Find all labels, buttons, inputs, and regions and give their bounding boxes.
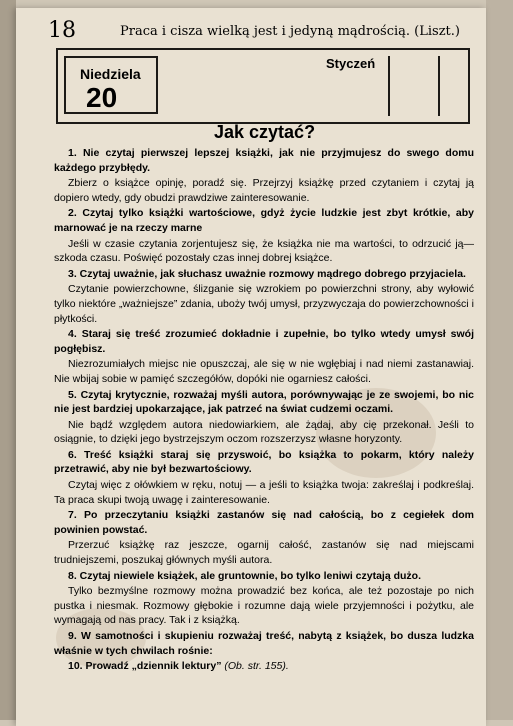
explanation-paragraph <box>54 357 474 386</box>
paragraph-text: 10. Prowadź „dziennik lektury” <box>68 660 222 673</box>
box-divider <box>388 56 390 116</box>
rule-paragraph <box>54 508 474 537</box>
paragraph-text: Przerzuć książkę raz jeszcze, ogarnij całość, zastanów się nad miejscami trudniejszemi, poszukaj głównych myśli autora. <box>54 539 474 567</box>
article-title: Jak czytać? <box>214 122 316 142</box>
paragraph-text: 1. Nie czytaj pierwszej lepszej książki, jak nie przyjmujesz do swego domu każdego przybłędy. <box>54 147 474 174</box>
box-divider <box>438 56 440 116</box>
paragraph-text: Czytaj więc z ołówkiem w ręku, notuj — a jeśli to książka twoja: zakreślaj i podkreślaj. Ta praca skupi twoją uwagę i zainteresowanie. <box>54 479 474 506</box>
running-head-quote: Praca i cisza wielką jest i jedyną mądrością. (Liszt.) <box>120 24 460 39</box>
paragraph-text: Niezrozumiałych miejsc nie opuszczaj, ale się w nie wgłębiaj i nad niemi zastanawiaj. Nie wbijaj sobie w pamięć szczegółów, dopóki nie ogarniesz całości. <box>54 358 474 385</box>
rule-paragraph <box>54 146 474 175</box>
paragraph-text: 4. Staraj się treść zrozumieć dokładnie i zupełnie, bo tylko wtedy umysł swój pogłębisz. <box>54 328 474 355</box>
paragraph-text: 9. W samotności i skupieniu rozważaj treść, nabytą z książek, bo dusza ludzka właśnie w tych chwilach rośnie: <box>54 630 474 657</box>
paragraph-text: Jeśli w czasie czytania zorjentujesz się, że książka nie ma wartości, to odrzucić ją—szkoda czasu. Poświęć pozostały czas innej dobrej książce. <box>54 237 474 265</box>
explanation-paragraph <box>54 237 474 266</box>
paragraph-text: 8. Czytaj niewiele książek, ale gruntownie, bo tylko leniwi czytają dużo. <box>68 569 422 582</box>
paragraph-text: Nie bądź względem autora niedowiarkiem, ale żądaj, aby cię przekonał. Jeśli to osiągnie, to dzięki jego bystrzejszym oczom rozszerzysz własne horyzonty. <box>54 418 474 446</box>
explanation-paragraph <box>54 176 474 205</box>
paragraph-text: Czytanie powierzchowne, ślizganie się wzrokiem po powierzchni strony, aby wyłowić tylko niektóre „ważniejsze” zdania, uboży twój umysł, przyzwyczaja do powierzchowności i płytkości. <box>54 283 474 325</box>
page-reference: (Ob. str. 155). <box>224 660 289 673</box>
rule-paragraph <box>54 569 474 584</box>
rule-paragraph <box>54 327 474 356</box>
explanation-paragraph <box>54 418 474 447</box>
date-box <box>56 48 470 124</box>
paragraph-text: 7. Po przeczytaniu książki zastanów się nad całością, bo z cegiełek dom powinien powstać. <box>54 509 474 536</box>
page-number: 18 <box>48 18 76 43</box>
explanation-paragraph <box>54 538 474 567</box>
paragraph-text: 2. Czytaj tylko książki wartościowe, gdyż życie ludzkie jest zbyt krótkie, aby marnować je na rzeczy marne <box>54 207 474 234</box>
paragraph-text: 6. Treść książki staraj się przyswoić, bo książka to pokarm, który należy przetrawić, aby nie był bezwartościowy. <box>54 448 474 476</box>
paragraph-text: Tylko bezmyślne rozmowy można prowadzić bez końca, ale też pozostaje po nich pustka i niesmak. Rozmowy głębokie i rozumne dają wiele przyjemności i pożytku, ale wymagają od nas pracy. Tak i z książką. <box>54 585 474 627</box>
month-label: Styczeń <box>326 56 376 71</box>
paragraph-text: 3. Czytaj uważnie, jak słuchasz uważnie rozmowy mądrego dobrego przyjaciela. <box>68 267 466 280</box>
next-page-edge <box>486 0 513 720</box>
explanation-paragraph <box>54 282 474 326</box>
rule-paragraph <box>54 629 474 658</box>
book-binding <box>0 0 16 720</box>
article-body <box>54 146 474 675</box>
rule-paragraph <box>54 388 474 417</box>
day-number: 20 <box>86 82 118 113</box>
explanation-paragraph <box>54 584 474 628</box>
rule-paragraph <box>54 448 474 477</box>
rule-paragraph <box>54 659 474 674</box>
paragraph-text: Zbierz o książce opinję, poradź się. Przejrzyj książkę przed czytaniem i czytaj ją dopiero wtedy, gdy obudzi prawdziwe zainteresowanie. <box>54 177 474 204</box>
rule-paragraph <box>54 267 474 282</box>
rule-paragraph <box>54 206 474 235</box>
weekday-label: Niedziela <box>80 66 141 82</box>
paragraph-text: 5. Czytaj krytycznie, rozważaj myśli autora, porównywając je ze swojemi, bo nic nie jest bardziej upokarzające, jak patrzeć na świat cudzemi oczami. <box>54 388 474 416</box>
explanation-paragraph <box>54 478 474 507</box>
day-cell <box>64 56 158 114</box>
